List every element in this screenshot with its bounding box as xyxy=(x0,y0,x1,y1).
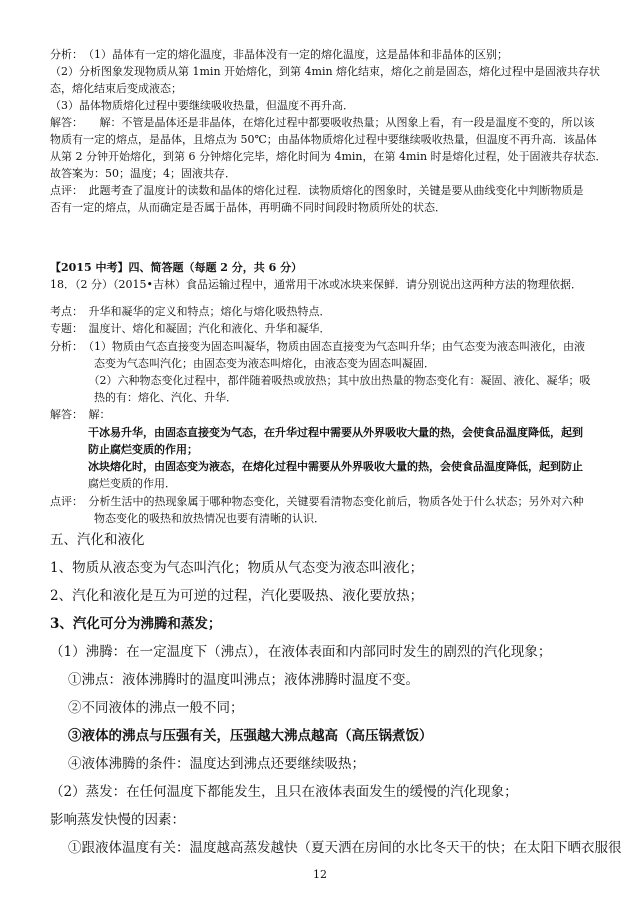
boiling-point-4: ④液体沸腾的条件：温度达到沸点还要继续吸热； xyxy=(68,756,365,772)
solution-line: 物质有一定的熔点，是晶体，且熔点为 50℃；由晶体物质熔化过程中要继续吸收热量，但温度不再升高．该晶体 xyxy=(50,133,597,146)
answer-line: 防止腐烂变质的作用； xyxy=(88,443,198,456)
solution-line: 解答： 解：不管是晶体还是非晶体，在熔化过程中都要吸收热量；从图象上看，有一段是温度不变的，所以该 xyxy=(50,116,595,129)
analysis-line: （2）分析图象发现物质从第 1min 开始熔化，到第 4min 熔化结束，熔化之前是固态，熔化过程中是固液共存状 xyxy=(50,65,601,78)
answer-line: 冰块熔化时，由固态变为液态，在熔化过程中需要从外界吸收大量的热，会使食品温度降低，起到防止 xyxy=(88,460,583,473)
comment-line: 点评： 此题考查了温度计的读数和晶体的熔化过程．读物质熔化的图象时，关键是要从曲线变化中判断物质是 xyxy=(50,184,584,197)
note-2: 2、汽化和液化是互为可逆的过程，汽化要吸热、液化要放热； xyxy=(50,588,424,604)
boiling-definition: （1）沸腾：在一定温度下（沸点），在液体表面和内部同时发生的剧烈的汽化现象； xyxy=(50,644,552,660)
analysis-line: 分析： （1）晶体有一定的熔化温度，非晶体没有一定的熔化温度，这是晶体和非晶体的区别； xyxy=(50,48,508,61)
answer-line: 干冰易升华，由固态直接变为气态，在升华过程中需要从外界吸收大量的热，会使食品温度降低，起到 xyxy=(88,426,583,439)
note-3: 3、汽化可分为沸腾和蒸发； xyxy=(50,616,222,632)
analysis-line: （3）晶体物质熔化过程中要继续吸收热量，但温度不再升高． xyxy=(50,99,354,112)
solution-line: 从第 2 分钟开始熔化，到第 6 分钟熔化完毕，熔化时间为 4min，在第 4min 时是熔化过程，处于固液共存状态． xyxy=(50,150,607,163)
analysis-line: 态变为气态叫汽化；由固态变为液态叫熔化，由液态变为固态叫凝固． xyxy=(50,357,435,370)
notes-heading: 五、汽化和液化 xyxy=(50,532,145,548)
answer-line: 腐烂变质的作用． xyxy=(88,477,176,490)
boiling-point-3: ③液体的沸点与压强有关，压强越大沸点越高（高压锅煮饭） xyxy=(68,728,433,744)
comment-line: 物态变化的吸热和放热情况也要有清晰的认识． xyxy=(50,512,325,525)
factor-1: ①跟液体温度有关：温度越高蒸发越快（夏天洒在房间的水比冬天干的快；在太阳下晒衣服很 xyxy=(68,840,622,856)
boiling-point-2: ②不同液体的沸点一般不同； xyxy=(68,700,244,716)
topic: 专题： 温度计、熔化和凝固；汽化和液化、升华和凝华． xyxy=(50,322,331,335)
factors-heading: 影响蒸发快慢的因素： xyxy=(50,812,185,828)
analysis-line: 热的有：熔化、汽化、升华． xyxy=(50,391,237,404)
section-title: 【2015 中考】四、简答题（每题 2 分，共 6 分） xyxy=(50,261,303,274)
analysis-line: 态，熔化结束后变成液态； xyxy=(50,82,182,95)
question-18: 18．（2 分）（2015•吉林）食品运输过程中，通常用干冰或冰块来保鲜．请分别说出这两种方法的物理依据． xyxy=(50,278,582,291)
solution-label: 解答： 解： xyxy=(50,408,111,421)
answer-line: 故答案为：50；温度；4；固液共存． xyxy=(50,167,236,180)
analysis-line: 分析： （1）物质由气态直接变为固态叫凝华，物质由固态直接变为气态叫升华；由气态变为液态叫液化，由液 xyxy=(50,340,585,353)
evaporation-definition: （2）蒸发：在任何温度下都能发生，且只在液体表面发生的缓慢的汽化现象； xyxy=(50,784,518,800)
boiling-point-1: ①沸点：液体沸腾时的温度叫沸点；液体沸腾时温度不变。 xyxy=(68,672,419,688)
comment-line: 否有一定的熔点，从而确定是否属于晶体，再明确不同时间段时物质所处的状态． xyxy=(50,201,446,214)
page-number: 12 xyxy=(313,868,327,881)
exam-point: 考点： 升华和凝华的定义和特点；熔化与熔化吸热特点． xyxy=(50,305,331,318)
note-1: 1、物质从液态变为气态叫汽化；物质从气态变为液态叫液化； xyxy=(50,560,424,576)
analysis-line: （2）六种物态变化过程中，都伴随着吸热或放热；其中放出热量的物态变化有：凝固、液化、凝华；吸 xyxy=(50,374,591,387)
comment-line: 点评： 分析生活中的热现象属于哪种物态变化，关键要看清物态变化前后，物质各处于什么状态；另外对六种 xyxy=(50,495,584,508)
